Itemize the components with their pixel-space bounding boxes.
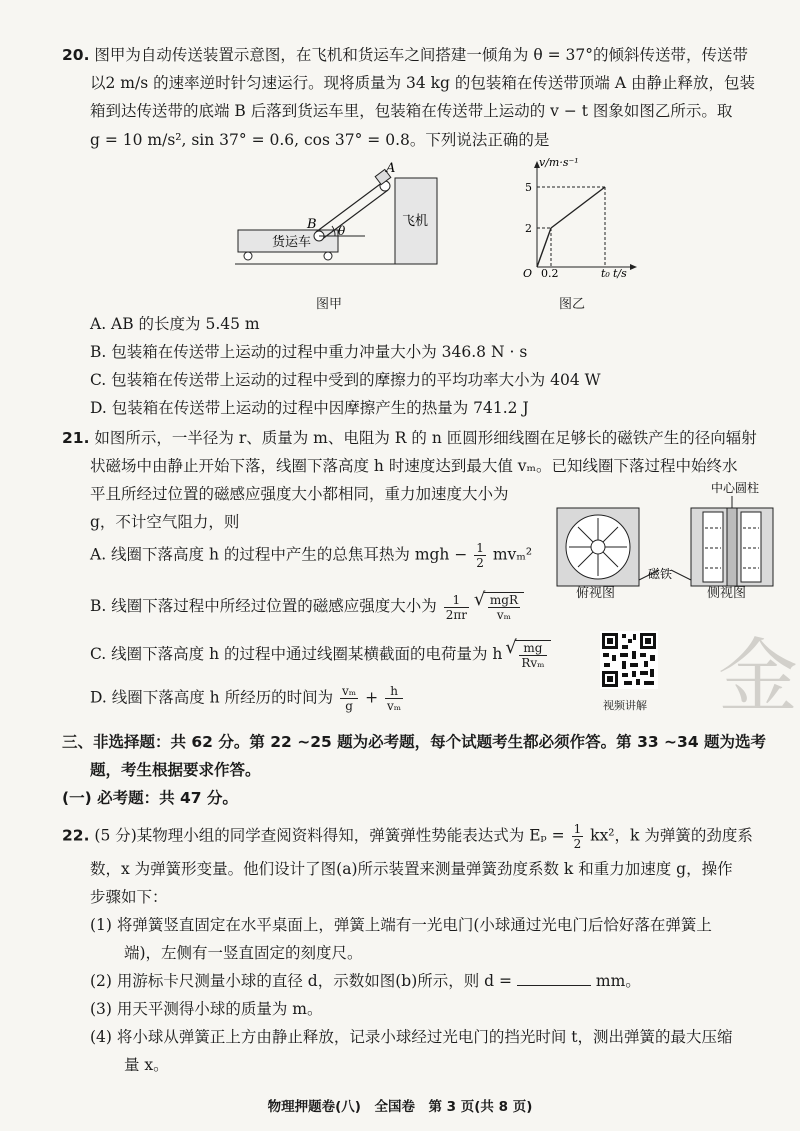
q22-line3: 步骤如下： (90, 888, 168, 906)
watermark-text: 金 (718, 630, 798, 723)
q21-text-1: 如图所示，一半径为 r、质量为 m、电阻为 R 的 n 匝圆形细线圈在足够长的磁铁产生的径向辐射 (94, 429, 757, 447)
point-a-label: A (386, 161, 396, 176)
section3-heading-line2: 题，考生根据要求作答。 (90, 761, 261, 779)
q22-step3: (3) 用天平测得小球的质量为 m。 (90, 1000, 323, 1018)
answer-blank-d[interactable] (517, 971, 591, 986)
q21-line4: g，不计空气阻力，则 (90, 513, 240, 531)
q21-line3: 平且所经过位置的磁感应强度大小都相同，重力加速度大小为 (90, 485, 509, 503)
belt-bottom (321, 190, 388, 240)
q20-option-c: C. 包装箱在传送带上运动的过程中受到的摩擦力的平均功率大小为 404 W (90, 371, 601, 389)
q21-option-c: C. 线圈下落高度 h 的过程中通过线圈某横截面的电荷量为 h √ $\frac{mg}{\text{Rvₘ}}$ (90, 640, 551, 670)
q20-line1 (62, 44, 748, 66)
section3-heading-line1: 三、非选择题：共 62 分。第 22 ~25 题为必考题，每个试题考生都必须作答。第 33 ~34 题为选考 (62, 733, 766, 751)
q20-option-d: D. 包装箱在传送带上运动的过程中因摩擦产生的热量为 741.2 J (90, 399, 529, 417)
q20-line2: 以2 m/s 的速率逆时针匀速运行。现将质量为 34 kg 的包装箱在传送带顶端 A 由静止释放，包装 (90, 74, 755, 92)
fig1-caption: 图甲 (316, 297, 343, 312)
vt-segment-1 (537, 228, 551, 267)
q22-step1-a: (1) 将弹簧竖直固定在水平桌面上，弹簧上端有一光电门(小球通过光电门后恰好落在弹簧上 (90, 916, 712, 934)
xtick-t0: t₀ (601, 267, 610, 280)
q21-line2: 状磁场中由静止开始下落，线圈下落高度 h 时速度达到最大值 vₘ。已知线圈下落过程中始终水 (90, 457, 738, 475)
vt-segment-2 (551, 187, 605, 228)
q22-step4-b: 量 x。 (124, 1056, 169, 1074)
v-unit-label: v/m·s⁻¹ (539, 156, 579, 169)
page-footer: 物理押题卷(八) 全国卷 第 3 页(共 8 页) (267, 1099, 533, 1115)
frac-half: $\frac{1}{2}$ (476, 541, 484, 570)
q20-line3: 箱到达传送带的底端 B 后落到货运车里，包装箱在传送带上运动的 v − t 图象如图乙所示。取 (90, 102, 733, 120)
center-column (727, 508, 737, 586)
q21-option-b: B. 线圈下落过程中所经过位置的磁感应强度大小为 $\frac{1}{2\pi r}$ √ $\frac{\text{mgR}}{\text{vₘ}}$ (90, 592, 524, 622)
q21-option-d: D. 线圈下落高度 h 所经历的时间为 $\frac{\text{vₘ}}{g}$ + $\frac{h}{\text{vₘ}}$ (90, 684, 402, 713)
q22-line2: 数，x 为弹簧形变量。他们设计了图(a)所示装置来测量弹簧劲度系数 k 和重力加速度 g，操作 (90, 860, 733, 878)
t-unit-label: t/s (613, 267, 627, 280)
q21-number: 21. (62, 429, 90, 447)
section3-subheading: (一) 必考题：共 47 分。 (62, 789, 238, 807)
ytick-2: 2 (525, 222, 532, 235)
q20-option-a: A. AB 的长度为 5.45 m (90, 315, 260, 333)
q22-step2: (2) 用游标卡尺测量小球的直径 d，示数如图(b)所示，则 d = mm。 (90, 972, 641, 990)
magnet-label: 磁铁 (648, 567, 673, 581)
magnet-figure (555, 478, 785, 598)
q21-option-a: A. 线圈下落高度 h 的过程中产生的总焦耳热为 mgh − $\frac{1}{2}$ mvₘ² (90, 541, 533, 570)
plane-label: 飞机 (402, 214, 429, 229)
conveyor-figure (230, 160, 450, 285)
point-b-label: B (307, 217, 317, 232)
q20-line4: g = 10 m/s², sin 37° = 0.6, cos 37° = 0.8。下列说法正确的是 (90, 131, 550, 149)
q22-step1-b: 端)，左侧有一竖直固定的刻度尺。 (124, 944, 363, 962)
q22-line1: 22. (5 分)某物理小组的同学查阅资料得知，弹簧弹性势能表达式为 Eₚ = $\frac{1}{2}$ kx²，k 为弹簧的劲度系 (62, 822, 753, 851)
truck-label: 货运车 (272, 235, 312, 250)
qr-code-icon[interactable] (600, 631, 658, 689)
q20-number: 20. (62, 46, 90, 64)
truck-wheel-left (244, 252, 252, 260)
center-column-label: 中心圆柱 (711, 481, 760, 495)
q20-text-1: 图甲为自动传送装置示意图，在飞机和货运车之间搭建一倾角为 θ = 37°的倾斜传送带，传送带 (94, 46, 748, 64)
side-view-caption: 侧视图 (707, 586, 747, 601)
vt-graph (515, 155, 645, 280)
ytick-5: 5 (525, 181, 532, 194)
belt-top (316, 182, 383, 232)
q22-number: 22. (62, 826, 90, 845)
origin-label: O (523, 267, 533, 280)
q20-option-b: B. 包装箱在传送带上运动的过程中重力冲量大小为 346.8 N · s (90, 343, 528, 361)
q22-step4-a: (4) 将小球从弹簧正上方由静止释放，记录小球经过光电门的挡光时间 t，测出弹簧的最大压缩 (90, 1028, 733, 1046)
truck-wheel-right (324, 252, 332, 260)
angle-theta-label: θ (338, 224, 346, 238)
xtick-0-2: 0.2 (541, 267, 559, 280)
top-view-caption: 俯视图 (576, 586, 616, 601)
qr-label: 视频讲解 (603, 699, 647, 712)
q21-line1 (62, 427, 757, 449)
fig2-caption: 图乙 (559, 297, 586, 312)
